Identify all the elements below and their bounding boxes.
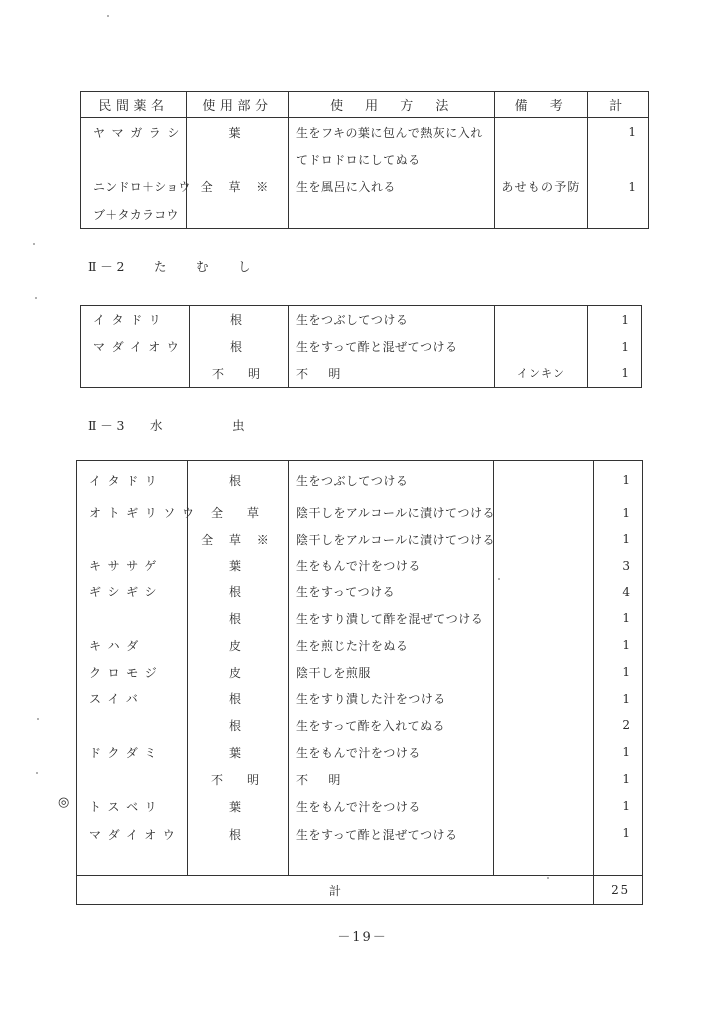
- row-count: 1: [628, 125, 636, 140]
- row-part: 葉: [188, 793, 289, 820]
- scan-speck: [35, 297, 37, 299]
- section-title-char: 水: [149, 418, 167, 433]
- scan-speck: [37, 718, 39, 720]
- row-method: てドロドロにしてぬる: [289, 147, 495, 173]
- table-header-row: [81, 92, 649, 118]
- row-count: 3: [622, 558, 630, 573]
- section-title-char: む: [195, 259, 213, 274]
- row-method: 陰干しをアルコールに漬けてつける: [289, 500, 494, 526]
- row-part: 皮: [188, 632, 289, 659]
- row-method: 生をすり潰した汁をつける: [289, 686, 494, 712]
- page-number: －19－: [337, 930, 388, 945]
- row-part: 根: [188, 712, 289, 739]
- table-2: [80, 305, 642, 388]
- row-name: イタドリ: [81, 306, 190, 334]
- row-part: 根: [188, 579, 289, 605]
- row-name: クロモジ: [77, 659, 188, 686]
- notes-column: [494, 461, 594, 876]
- row-part: 不 明: [190, 360, 289, 388]
- row-note: [495, 201, 588, 229]
- row-count: 1: [622, 505, 630, 520]
- row-method: 不 明: [289, 766, 494, 793]
- row-count: [588, 201, 649, 229]
- table-row: [81, 173, 649, 201]
- row-part: 根: [188, 686, 289, 712]
- row-name: オトギリソウ: [77, 500, 188, 526]
- table-row: [81, 118, 649, 147]
- row-name: マダイオウ: [81, 334, 190, 360]
- row-part: 皮: [188, 659, 289, 686]
- row-part: 根: [188, 820, 289, 876]
- row-note: [495, 147, 588, 173]
- row-name: キハダ: [77, 632, 188, 659]
- row-part: 葉: [187, 118, 289, 147]
- scan-speck: [33, 243, 35, 245]
- row-method: 陰干しをアルコールに漬けてつける: [289, 526, 494, 553]
- row-name: キササゲ: [77, 553, 188, 579]
- header-note: 備 考: [495, 92, 588, 118]
- row-method: 生を風呂に入れる: [289, 173, 495, 201]
- row-method: 生をすって酢と混ぜてつける: [289, 334, 495, 360]
- row-part: 葉: [188, 739, 289, 766]
- row-part: 不 明: [188, 766, 289, 793]
- table-row: [81, 360, 642, 388]
- row-part: [187, 147, 289, 173]
- row-count: 1: [621, 312, 629, 327]
- row-count: 1: [622, 611, 630, 625]
- section-title-char: 虫: [231, 418, 249, 433]
- row-count: 1: [622, 532, 630, 546]
- row-name: [77, 605, 188, 632]
- row-method: 生をフキの葉に包んで熱灰に入れ: [289, 118, 495, 147]
- scan-speck: [547, 877, 549, 879]
- row-name: [77, 526, 188, 553]
- row-name: スイバ: [77, 686, 188, 712]
- row-name: [81, 360, 190, 388]
- row-note: [495, 118, 588, 147]
- table-row: [81, 201, 649, 229]
- table-row: [81, 147, 649, 173]
- row-part: 全 草 ※: [188, 526, 289, 553]
- table-row: [81, 334, 642, 360]
- margin-mark: ◎: [58, 795, 70, 810]
- row-count: 1: [622, 665, 630, 679]
- row-part: 根: [190, 306, 289, 334]
- row-method: 生をすって酢を入れてぬる: [289, 712, 494, 739]
- row-note: [495, 334, 588, 360]
- row-count: 1: [622, 745, 630, 759]
- row-part: 全 草 ※: [187, 173, 289, 201]
- total-value: 25: [594, 876, 643, 905]
- row-count: 1: [628, 179, 636, 194]
- row-name: ギシギシ: [77, 579, 188, 605]
- row-name: ブ＋タカラコウ: [81, 201, 187, 229]
- section-heading-2: [88, 257, 254, 275]
- row-method: 生をもんで汁をつける: [289, 553, 494, 579]
- row-part: 根: [190, 334, 289, 360]
- row-method: 不 明: [289, 360, 495, 388]
- table-1: [80, 91, 649, 229]
- row-name: ニンドロ＋ショウ: [81, 173, 187, 201]
- row-count: 1: [622, 825, 630, 840]
- row-name: トスベリ: [77, 793, 188, 820]
- row-note: あせもの予防: [495, 173, 588, 201]
- table-row: [81, 306, 642, 334]
- row-name: [77, 712, 188, 739]
- row-count: [588, 147, 649, 173]
- scan-speck: [36, 772, 38, 774]
- row-name: マダイオウ: [77, 820, 188, 876]
- row-count: 2: [622, 718, 630, 732]
- header-count: 計: [588, 92, 649, 118]
- section-title-char: し: [237, 259, 255, 274]
- row-name: [77, 766, 188, 793]
- row-count: 1: [622, 691, 630, 706]
- row-method: 生をすってつける: [289, 579, 494, 605]
- row-part: [187, 201, 289, 229]
- row-method: 生をもんで汁をつける: [289, 739, 494, 766]
- row-part: 根: [188, 461, 289, 500]
- row-note: インキン: [495, 360, 588, 388]
- row-note: [495, 306, 588, 334]
- section-number: Ⅱ－2: [88, 259, 129, 274]
- row-count: 1: [622, 473, 630, 488]
- row-part: 葉: [188, 553, 289, 579]
- row-part: 根: [188, 605, 289, 632]
- total-row: [77, 876, 643, 905]
- total-label: 計: [77, 876, 594, 905]
- scan-speck: [107, 15, 109, 17]
- row-count: 1: [622, 772, 630, 786]
- header-part: 使用部分: [187, 92, 289, 118]
- scan-speck: [498, 578, 500, 580]
- header-name: 民間薬名: [81, 92, 187, 118]
- row-name: イタドリ: [77, 461, 188, 500]
- row-method: [289, 201, 495, 229]
- table-3: [76, 460, 643, 905]
- row-method: 生をすって酢と混ぜてつける: [289, 820, 494, 876]
- row-method: 生をつぶしてつける: [289, 461, 494, 500]
- row-method: 生をもんで汁をつける: [289, 793, 494, 820]
- row-name: ヤマガラシ: [81, 118, 187, 147]
- row-count: 1: [622, 799, 630, 813]
- row-count: 1: [622, 638, 630, 652]
- row-name: [81, 147, 187, 173]
- row-count: 4: [622, 584, 630, 599]
- row-method: 生をすり潰して酢を混ぜてつける: [289, 605, 494, 632]
- row-count: 1: [621, 366, 629, 381]
- section-number: Ⅱ－3: [88, 418, 129, 433]
- row-method: 生を煎じた汁をぬる: [289, 632, 494, 659]
- header-method: 使 用 方 法: [289, 92, 495, 118]
- row-method: 陰干しを煎服: [289, 659, 494, 686]
- table-row: [77, 461, 643, 500]
- section-title-char: た: [153, 259, 171, 274]
- row-count: 1: [621, 339, 629, 354]
- section-heading-3: [88, 416, 248, 434]
- row-method: 生をつぶしてつける: [289, 306, 495, 334]
- row-part: 全 草: [188, 500, 289, 526]
- row-name: ドクダミ: [77, 739, 188, 766]
